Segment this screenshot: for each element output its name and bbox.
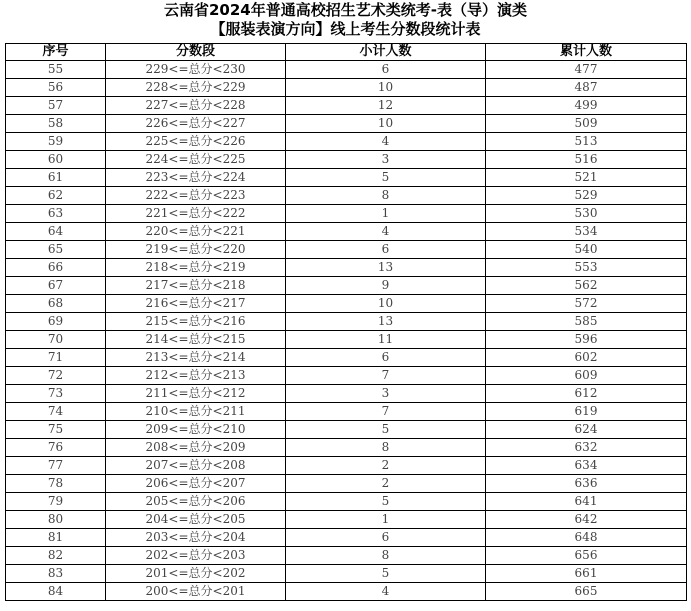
cell-subtotal: 4 bbox=[286, 133, 486, 151]
cell-score-range: 228<=总分<229 bbox=[106, 79, 286, 97]
cell-seq: 64 bbox=[6, 223, 106, 241]
table-row bbox=[6, 421, 687, 439]
cell-score-range: 201<=总分<202 bbox=[106, 565, 286, 583]
table-row bbox=[6, 223, 687, 241]
table-row bbox=[6, 565, 687, 583]
cell-score-range: 216<=总分<217 bbox=[106, 295, 286, 313]
cell-score-range: 218<=总分<219 bbox=[106, 259, 286, 277]
cell-subtotal: 5 bbox=[286, 421, 486, 439]
table-row bbox=[6, 115, 687, 133]
table-row bbox=[6, 367, 687, 385]
cell-cumulative: 516 bbox=[486, 151, 687, 169]
cell-cumulative: 661 bbox=[486, 565, 687, 583]
cell-subtotal: 6 bbox=[286, 349, 486, 367]
cell-subtotal: 8 bbox=[286, 187, 486, 205]
cell-subtotal: 5 bbox=[286, 493, 486, 511]
cell-cumulative: 499 bbox=[486, 97, 687, 115]
document-title bbox=[0, 0, 691, 39]
cell-cumulative: 540 bbox=[486, 241, 687, 259]
cell-subtotal: 5 bbox=[286, 169, 486, 187]
table-row bbox=[6, 511, 687, 529]
table-row bbox=[6, 583, 687, 601]
cell-seq: 62 bbox=[6, 187, 106, 205]
table-row bbox=[6, 151, 687, 169]
cell-cumulative: 602 bbox=[486, 349, 687, 367]
table-row bbox=[6, 349, 687, 367]
cell-subtotal: 10 bbox=[286, 115, 486, 133]
table-row bbox=[6, 475, 687, 493]
table-row bbox=[6, 493, 687, 511]
cell-cumulative: 477 bbox=[486, 61, 687, 79]
cell-cumulative: 624 bbox=[486, 421, 687, 439]
table-row bbox=[6, 169, 687, 187]
table-row bbox=[6, 331, 687, 349]
table-row bbox=[6, 241, 687, 259]
cell-seq: 58 bbox=[6, 115, 106, 133]
cell-score-range: 227<=总分<228 bbox=[106, 97, 286, 115]
cell-score-range: 229<=总分<230 bbox=[106, 61, 286, 79]
cell-subtotal: 2 bbox=[286, 475, 486, 493]
cell-cumulative: 641 bbox=[486, 493, 687, 511]
cell-score-range: 226<=总分<227 bbox=[106, 115, 286, 133]
cell-cumulative: 487 bbox=[486, 79, 687, 97]
cell-score-range: 217<=总分<218 bbox=[106, 277, 286, 295]
cell-seq: 76 bbox=[6, 439, 106, 457]
cell-seq: 65 bbox=[6, 241, 106, 259]
cell-seq: 56 bbox=[6, 79, 106, 97]
table-row bbox=[6, 313, 687, 331]
cell-cumulative: 665 bbox=[486, 583, 687, 601]
cell-score-range: 223<=总分<224 bbox=[106, 169, 286, 187]
cell-seq: 61 bbox=[6, 169, 106, 187]
cell-seq: 72 bbox=[6, 367, 106, 385]
cell-cumulative: 530 bbox=[486, 205, 687, 223]
cell-cumulative: 596 bbox=[486, 331, 687, 349]
cell-subtotal: 8 bbox=[286, 439, 486, 457]
table-row bbox=[6, 457, 687, 475]
cell-cumulative: 513 bbox=[486, 133, 687, 151]
cell-score-range: 213<=总分<214 bbox=[106, 349, 286, 367]
cell-score-range: 209<=总分<210 bbox=[106, 421, 286, 439]
cell-seq: 81 bbox=[6, 529, 106, 547]
cell-score-range: 224<=总分<225 bbox=[106, 151, 286, 169]
cell-cumulative: 648 bbox=[486, 529, 687, 547]
cell-seq: 57 bbox=[6, 97, 106, 115]
cell-seq: 78 bbox=[6, 475, 106, 493]
table-row bbox=[6, 547, 687, 565]
table-row bbox=[6, 97, 687, 115]
cell-seq: 67 bbox=[6, 277, 106, 295]
cell-score-range: 202<=总分<203 bbox=[106, 547, 286, 565]
cell-score-range: 200<=总分<201 bbox=[106, 583, 286, 601]
cell-score-range: 211<=总分<212 bbox=[106, 385, 286, 403]
table-row bbox=[6, 133, 687, 151]
table-row bbox=[6, 79, 687, 97]
cell-subtotal: 1 bbox=[286, 205, 486, 223]
cell-cumulative: 656 bbox=[486, 547, 687, 565]
cell-score-range: 214<=总分<215 bbox=[106, 331, 286, 349]
cell-score-range: 212<=总分<213 bbox=[106, 367, 286, 385]
cell-score-range: 219<=总分<220 bbox=[106, 241, 286, 259]
cell-seq: 59 bbox=[6, 133, 106, 151]
table-row bbox=[6, 385, 687, 403]
cell-score-range: 222<=总分<223 bbox=[106, 187, 286, 205]
header-row bbox=[6, 44, 687, 61]
cell-cumulative: 642 bbox=[486, 511, 687, 529]
cell-subtotal: 6 bbox=[286, 61, 486, 79]
cell-cumulative: 562 bbox=[486, 277, 687, 295]
title-line-2: 【服装表演方向】线上考生分数段统计表 bbox=[210, 20, 481, 38]
cell-seq: 68 bbox=[6, 295, 106, 313]
cell-cumulative: 609 bbox=[486, 367, 687, 385]
header-seq: 序号 bbox=[6, 44, 106, 61]
table-row bbox=[6, 187, 687, 205]
cell-subtotal: 10 bbox=[286, 79, 486, 97]
cell-seq: 71 bbox=[6, 349, 106, 367]
header-cumulative: 累计人数 bbox=[486, 44, 687, 61]
cell-seq: 60 bbox=[6, 151, 106, 169]
cell-subtotal: 5 bbox=[286, 565, 486, 583]
cell-cumulative: 529 bbox=[486, 187, 687, 205]
cell-cumulative: 553 bbox=[486, 259, 687, 277]
cell-seq: 73 bbox=[6, 385, 106, 403]
cell-subtotal: 4 bbox=[286, 583, 486, 601]
table-row bbox=[6, 259, 687, 277]
cell-subtotal: 13 bbox=[286, 313, 486, 331]
cell-seq: 70 bbox=[6, 331, 106, 349]
cell-subtotal: 8 bbox=[286, 547, 486, 565]
header-score-range: 分数段 bbox=[106, 44, 286, 61]
cell-score-range: 208<=总分<209 bbox=[106, 439, 286, 457]
cell-seq: 80 bbox=[6, 511, 106, 529]
cell-subtotal: 11 bbox=[286, 331, 486, 349]
cell-seq: 75 bbox=[6, 421, 106, 439]
table-row bbox=[6, 529, 687, 547]
cell-seq: 77 bbox=[6, 457, 106, 475]
cell-seq: 66 bbox=[6, 259, 106, 277]
cell-seq: 82 bbox=[6, 547, 106, 565]
table-row bbox=[6, 439, 687, 457]
cell-subtotal: 10 bbox=[286, 295, 486, 313]
cell-score-range: 204<=总分<205 bbox=[106, 511, 286, 529]
cell-score-range: 221<=总分<222 bbox=[106, 205, 286, 223]
cell-cumulative: 634 bbox=[486, 457, 687, 475]
cell-subtotal: 7 bbox=[286, 367, 486, 385]
cell-cumulative: 619 bbox=[486, 403, 687, 421]
cell-subtotal: 1 bbox=[286, 511, 486, 529]
cell-subtotal: 9 bbox=[286, 277, 486, 295]
cell-cumulative: 509 bbox=[486, 115, 687, 133]
cell-subtotal: 12 bbox=[286, 97, 486, 115]
table-row bbox=[6, 277, 687, 295]
cell-cumulative: 612 bbox=[486, 385, 687, 403]
cell-score-range: 203<=总分<204 bbox=[106, 529, 286, 547]
cell-seq: 74 bbox=[6, 403, 106, 421]
header-subtotal: 小计人数 bbox=[286, 44, 486, 61]
cell-seq: 63 bbox=[6, 205, 106, 223]
cell-score-range: 207<=总分<208 bbox=[106, 457, 286, 475]
cell-seq: 55 bbox=[6, 61, 106, 79]
cell-score-range: 205<=总分<206 bbox=[106, 493, 286, 511]
cell-score-range: 206<=总分<207 bbox=[106, 475, 286, 493]
cell-subtotal: 6 bbox=[286, 241, 486, 259]
table-row bbox=[6, 61, 687, 79]
cell-seq: 84 bbox=[6, 583, 106, 601]
cell-subtotal: 2 bbox=[286, 457, 486, 475]
table-row bbox=[6, 205, 687, 223]
cell-cumulative: 534 bbox=[486, 223, 687, 241]
cell-score-range: 225<=总分<226 bbox=[106, 133, 286, 151]
cell-seq: 69 bbox=[6, 313, 106, 331]
cell-score-range: 210<=总分<211 bbox=[106, 403, 286, 421]
cell-subtotal: 3 bbox=[286, 385, 486, 403]
cell-cumulative: 585 bbox=[486, 313, 687, 331]
score-distribution-table bbox=[5, 43, 687, 601]
cell-cumulative: 521 bbox=[486, 169, 687, 187]
cell-cumulative: 572 bbox=[486, 295, 687, 313]
cell-cumulative: 636 bbox=[486, 475, 687, 493]
cell-subtotal: 3 bbox=[286, 151, 486, 169]
cell-seq: 83 bbox=[6, 565, 106, 583]
cell-subtotal: 6 bbox=[286, 529, 486, 547]
cell-cumulative: 632 bbox=[486, 439, 687, 457]
title-line-1: 云南省2024年普通高校招生艺术类统考-表（导）演类 bbox=[164, 1, 527, 19]
cell-seq: 79 bbox=[6, 493, 106, 511]
cell-subtotal: 7 bbox=[286, 403, 486, 421]
cell-score-range: 220<=总分<221 bbox=[106, 223, 286, 241]
table-row bbox=[6, 403, 687, 421]
table-row bbox=[6, 295, 687, 313]
cell-score-range: 215<=总分<216 bbox=[106, 313, 286, 331]
cell-subtotal: 13 bbox=[286, 259, 486, 277]
cell-subtotal: 4 bbox=[286, 223, 486, 241]
